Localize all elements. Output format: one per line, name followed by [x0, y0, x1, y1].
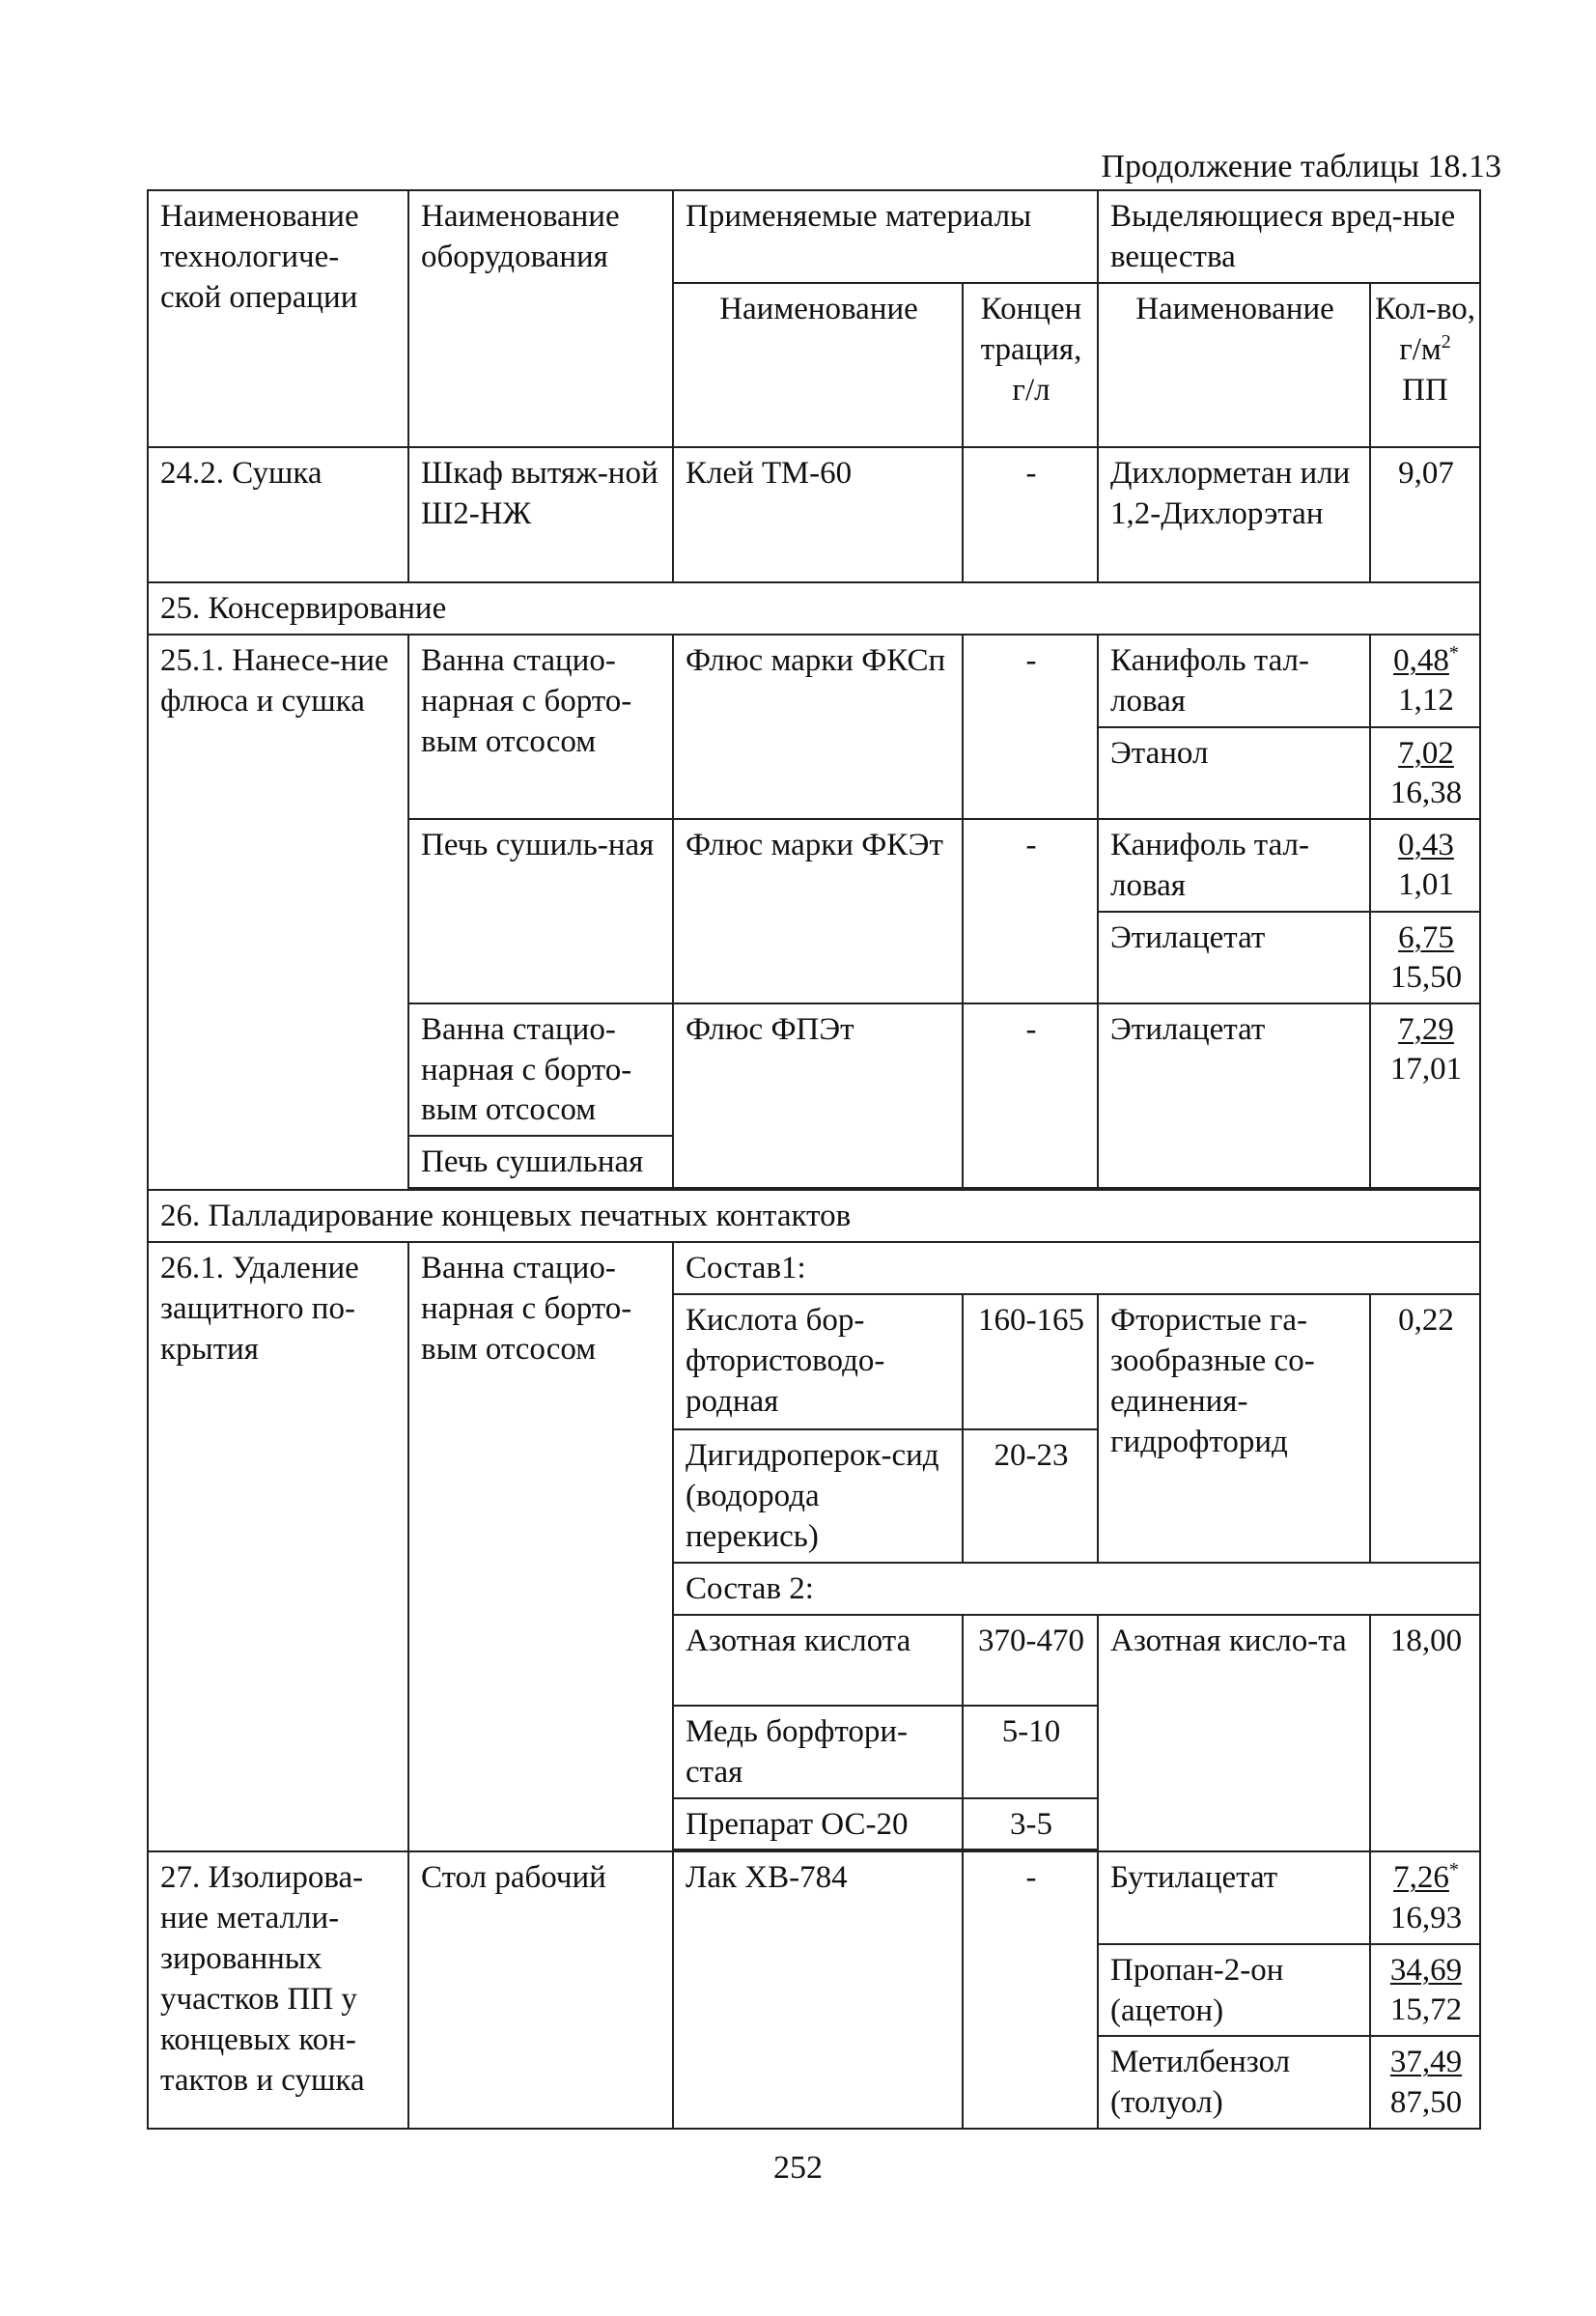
concentration-cell: - [963, 819, 1098, 1003]
quantity-cell: 0,48* 1,12 [1370, 635, 1480, 727]
concentration-cell: - [963, 447, 1098, 582]
table-row [148, 447, 1480, 582]
emission-cell: Канифоль тал-ловая [1098, 819, 1370, 912]
material-cell: Препарат ОС-20 [673, 1798, 963, 1850]
header-equipment: Наименование оборудования [408, 190, 673, 447]
equipment-cell: Ванна стацио-нарная с борто-вым отсосом [408, 1003, 673, 1137]
quantity-cell: 18,00 [1370, 1615, 1480, 1852]
header-material-name: Наименование [673, 283, 963, 447]
quantity-cell: $\frac{7,29}{17,01}$ [1370, 1003, 1480, 1189]
emission-cell: Пропан-2-он (ацетон) [1098, 1944, 1370, 2037]
material-cell: Дигидроперок-сид (водорода перекись) [673, 1429, 963, 1563]
material-cell: Кислота бор-фтористоводо-родная [673, 1294, 963, 1429]
material-cell: Азотная кислота [673, 1615, 963, 1706]
concentration-cell: 3-5 [963, 1798, 1098, 1850]
header-emission-quantity: Кол-во, $г/м^2$ ПП [1370, 283, 1480, 447]
equipment-cell: Ванна стацио-нарная с борто-вым отсосом [408, 1242, 673, 1851]
quantity-cell: $\frac{7,02}{16,38}$ [1370, 727, 1480, 819]
table-caption: Продолжение таблицы 18.13 [1101, 149, 1501, 184]
page-number: 252 [773, 2150, 823, 2186]
emissions-table [147, 189, 1481, 2130]
section-row [148, 1190, 1480, 1242]
composition-label: Состав 2: [673, 1563, 1480, 1615]
operation-cell: 26.1. Удаление защитного по-крытия [148, 1242, 408, 1851]
header-emission-name: Наименование [1098, 283, 1370, 447]
equipment-cell: Печь сушиль-ная [408, 819, 673, 1003]
emission-cell: Бутилацетат [1098, 1851, 1370, 1943]
quantity-cell: $\frac{0,43}{1,01}$ [1370, 819, 1480, 912]
emission-cell: Дихлорметан или 1,2-Дихлорэтан [1098, 447, 1370, 582]
concentration-cell: 5-10 [963, 1706, 1098, 1798]
emission-cell: Этанол [1098, 727, 1370, 819]
header-emissions: Выделяющиеся вред-ные вещества [1098, 190, 1480, 283]
emission-cell: Канифоль тал-ловая [1098, 635, 1370, 727]
emission-cell: Этилацетат [1098, 912, 1370, 1003]
operation-cell: 24.2. Сушка [148, 447, 408, 582]
table-row [148, 635, 1480, 727]
material-cell: Флюс марки ФКСп [673, 635, 963, 819]
emission-cell: Фтористые га-зообразные со-единения-гидрофторид [1098, 1294, 1370, 1563]
quantity-cell: $\frac{37,49}{87,50}$ [1370, 2036, 1480, 2129]
header-row [148, 190, 1480, 283]
equipment-cell: Печь сушильная [408, 1136, 673, 1188]
emission-cell: Этилацетат [1098, 1003, 1370, 1189]
emission-cell: Метилбензол (толуол) [1098, 2036, 1370, 2129]
table-row [148, 1851, 1480, 1943]
material-cell: Медь борфтори-стая [673, 1706, 963, 1798]
concentration-cell: 20-23 [963, 1429, 1098, 1563]
quantity-cell: 7,26* 16,93 [1370, 1851, 1480, 1943]
section-row [148, 582, 1480, 635]
quantity-cell: 0,22 [1370, 1294, 1480, 1563]
section-title: 25. Консервирование [148, 582, 1480, 635]
equipment-cell: Шкаф вытяж-ной Ш2-НЖ [408, 447, 673, 582]
material-cell: Клей ТМ-60 [673, 447, 963, 582]
quantity-cell: 9,07 [1370, 447, 1480, 582]
operation-cell: 25.1. Нанесе-ние флюса и сушка [148, 635, 408, 1191]
equipment-cell: Стол рабочий [408, 1851, 673, 2129]
header-materials: Применяемые материалы [673, 190, 1098, 283]
quantity-cell: $\frac{34,69}{15,72}$ [1370, 1944, 1480, 2037]
section-title: 26. Палладирование концевых печатных контактов [148, 1190, 1480, 1242]
material-cell: Флюс ФПЭт [673, 1003, 963, 1189]
operation-cell: 27. Изолирова-ние металли-зированных участков ПП у концевых кон-тактов и сушка [148, 1851, 408, 2129]
concentration-cell: 370-470 [963, 1615, 1098, 1706]
concentration-cell: - [963, 635, 1098, 819]
composition-label: Состав1: [673, 1242, 1480, 1294]
concentration-cell: - [963, 1851, 1098, 2129]
equipment-cell: Ванна стацио-нарная с борто-вым отсосом [408, 635, 673, 819]
emission-cell: Азотная кисло-та [1098, 1615, 1370, 1852]
concentration-cell: 160-165 [963, 1294, 1098, 1429]
material-cell: Флюс марки ФКЭт [673, 819, 963, 1003]
quantity-cell: $\frac{6,75}{15,50}$ [1370, 912, 1480, 1003]
material-cell: Лак ХВ-784 [673, 1851, 963, 2129]
concentration-cell: - [963, 1003, 1098, 1189]
header-material-concentration: Концен трация, г/л [963, 283, 1098, 447]
table-row [148, 1242, 1480, 1294]
header-operation: Наименование технологиче-ской операции [148, 190, 408, 447]
